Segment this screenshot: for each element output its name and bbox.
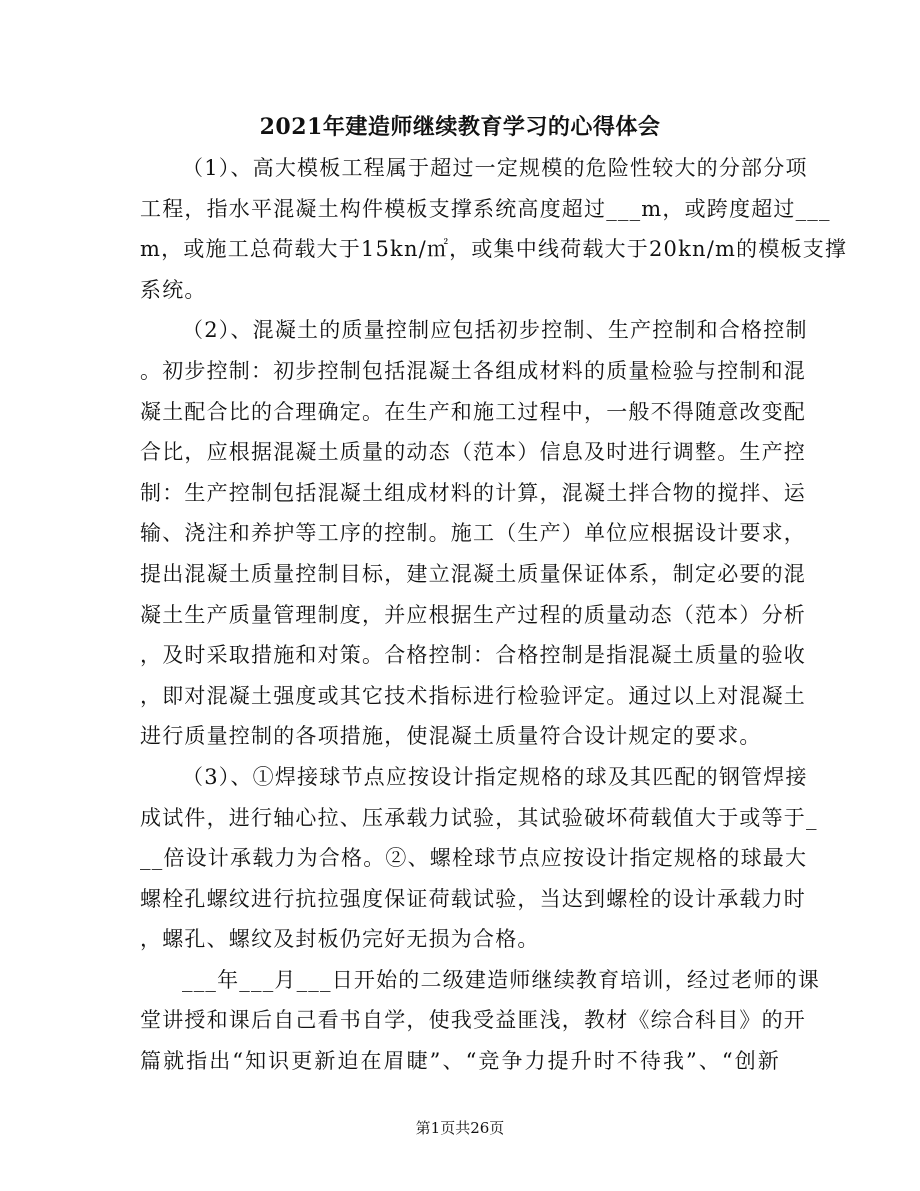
document-body — [140, 148, 848, 1082]
paragraph-2 — [140, 310, 808, 757]
text-line: ，即对混凝土强度或其它技术指标进行检验评定。通过以上对混凝土 — [140, 683, 806, 708]
page-number-footer: 第1页共26页 — [415, 1119, 505, 1137]
text-line: 输、浇注和养护等工序的控制。施工（生产）单位应根据设计要求， — [140, 521, 806, 546]
text-line: 螺栓孔螺纹进行抗拉强度保证荷载试验，当达到螺栓的设计承载力时 — [140, 886, 806, 911]
text-line: 凝土配合比的合理确定。在生产和施工过程中，一般不得随意改变配 — [140, 399, 806, 424]
paragraph-1 — [140, 148, 848, 310]
text-line: 系统。 — [140, 277, 207, 302]
text-line: 篇就指出“知识更新迫在眉睫”、“竞争力提升时不待我”、“创新 — [140, 1049, 780, 1074]
text-line: ，螺孔、螺纹及封板仍完好无损为合格。 — [140, 927, 540, 952]
text-line: 凝土生产质量管理制度，并应根据生产过程的质量动态（范本）分析 — [140, 602, 806, 627]
text-line: 工程，指水平混凝土构件模板支撑系统高度超过___m，或跨度超过___ — [140, 196, 831, 221]
paragraph-4 — [140, 960, 821, 1082]
text-line: 堂讲授和课后自己看书自学，使我受益匪浅，教材《综合科目》的开 — [140, 1008, 806, 1033]
text-line: （3）、①焊接球节点应按设计指定规格的球及其匹配的钢管焊接 — [182, 764, 808, 789]
text-line: 提出混凝土质量控制目标，建立混凝土质量保证体系，制定必要的混 — [140, 561, 806, 586]
paragraph-3 — [140, 757, 818, 960]
text-line: （1）、高大模板工程属于超过一定规模的危险性较大的分部分项 — [182, 156, 808, 180]
text-line: ，及时采取措施和对策。合格控制：合格控制是指混凝土质量的验收 — [140, 643, 806, 668]
text-line: 进行质量控制的各项措施，使混凝土质量符合设计规定的要求。 — [140, 724, 762, 749]
text-line: 制：生产控制包括混凝土组成材料的计算，混凝土拌合物的搅拌、运 — [140, 480, 806, 505]
text-line: （2）、混凝土的质量控制应包括初步控制、生产控制和合格控制 — [182, 318, 808, 343]
text-line: ___年___月___日开始的二级建造师继续教育培训，经过老师的课 — [182, 967, 821, 992]
text-line: 合比，应根据混凝土质量的动态（范本）信息及时进行调整。生产控 — [140, 440, 806, 465]
text-line: m，或施工总荷载大于15kn/㎡，或集中线荷载大于20kn/m的模板支撑 — [140, 237, 848, 262]
text-line: __倍设计承载力为合格。②、螺栓球节点应按设计指定规格的球最大 — [140, 846, 808, 871]
text-line: 。初步控制：初步控制包括混凝土各组成材料的质量检验与控制和混 — [140, 358, 806, 383]
document-title: 2021年建造师继续教育学习的心得体会 — [259, 114, 661, 140]
text-line: 成试件，进行轴心拉、压承载力试验，其试验破坏荷载值大于或等于_ — [140, 805, 818, 830]
